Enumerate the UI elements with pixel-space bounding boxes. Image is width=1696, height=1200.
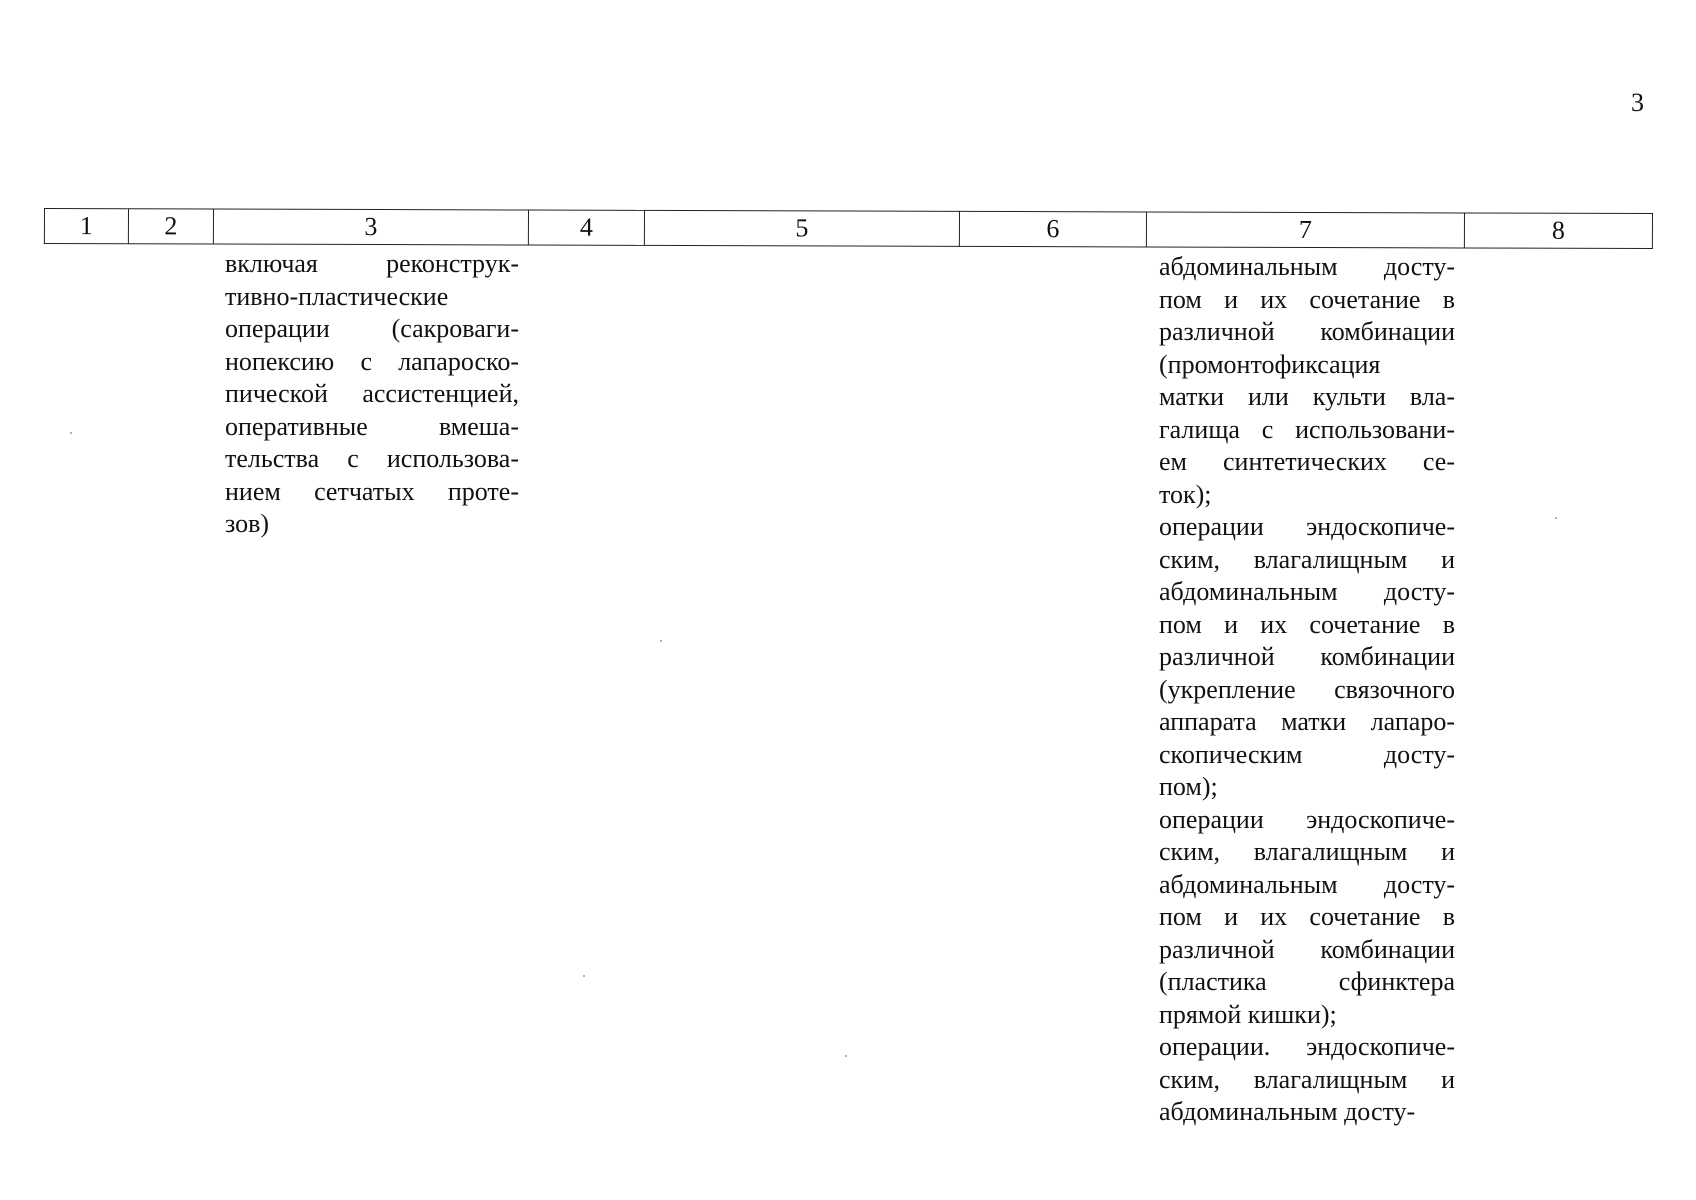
text-line: ток);: [1159, 479, 1212, 509]
header-cell-8: 8: [1464, 213, 1652, 249]
text-line: матки или культи вла-: [1159, 382, 1455, 411]
text-line: тивно-пластические: [225, 281, 449, 311]
text-line: операции эндоскопиче-: [1159, 804, 1455, 834]
text-line: оперативные вмеша-: [225, 411, 519, 441]
text-line: нием сетчатых проте-: [225, 476, 519, 506]
text-line: пом);: [1159, 772, 1218, 801]
column-7-text: [1159, 251, 1455, 1129]
text-line: ским, влагалищным и: [1159, 1064, 1455, 1094]
header-cell-3: 3: [213, 209, 528, 245]
scan-speck: [845, 1055, 847, 1057]
text-line: операции эндоскопиче-: [1159, 512, 1455, 541]
text-line: абдоминальным досту-: [1159, 252, 1455, 281]
text-line: абдоминальным досту-: [1159, 869, 1455, 899]
column-3-text: [225, 248, 519, 541]
text-line: абдоминальным досту-: [1159, 1097, 1416, 1126]
scan-speck: [70, 432, 72, 434]
text-line: различной комбинации: [1159, 642, 1455, 671]
text-line: зов): [225, 509, 270, 538]
text-line: ским, влагалищным и: [1159, 837, 1455, 866]
text-line: пом и их сочетание в: [1159, 902, 1455, 931]
header-cell-2: 2: [128, 209, 213, 244]
text-line: аппарата матки лапаро-: [1159, 707, 1455, 736]
text-line: пом и их сочетание в: [1159, 284, 1455, 314]
text-line: галища с использовани-: [1159, 414, 1455, 444]
page-number: 3: [1631, 88, 1644, 117]
text-line: ским, влагалищным и: [1159, 544, 1455, 574]
column-number-header-table: [44, 208, 1653, 249]
text-line: (пластика сфинктера: [1159, 967, 1455, 996]
text-line: операции. эндоскопиче-: [1159, 1032, 1455, 1061]
header-cell-1: 1: [44, 209, 128, 244]
text-line: (укрепление связочного: [1159, 674, 1455, 704]
text-line: различной комбинации: [1159, 934, 1455, 964]
scan-speck: [583, 975, 585, 977]
text-line: (промонтофиксация: [1159, 349, 1381, 379]
text-line: ем синтетических се-: [1159, 447, 1455, 476]
header-cell-6: 6: [959, 211, 1146, 247]
text-line: абдоминальным досту-: [1159, 577, 1455, 606]
scan-speck: [660, 640, 662, 642]
text-line: нопексию с лапароско-: [225, 346, 519, 376]
text-line: пической ассистенцией,: [225, 379, 519, 408]
text-line: пом и их сочетание в: [1159, 609, 1455, 639]
text-line: тельства с использова-: [225, 444, 519, 473]
header-cell-4: 4: [528, 210, 644, 245]
scan-speck: [1555, 517, 1557, 519]
text-line: различной комбинации: [1159, 317, 1455, 346]
text-line: прямой кишки);: [1159, 999, 1337, 1029]
header-cell-5: 5: [644, 210, 959, 246]
text-line: скопическим досту-: [1159, 739, 1455, 769]
header-row: [44, 209, 1652, 249]
text-line: включая реконструк-: [225, 249, 519, 278]
text-line: операции (сакроваги-: [225, 314, 519, 343]
header-cell-7: 7: [1146, 212, 1464, 248]
